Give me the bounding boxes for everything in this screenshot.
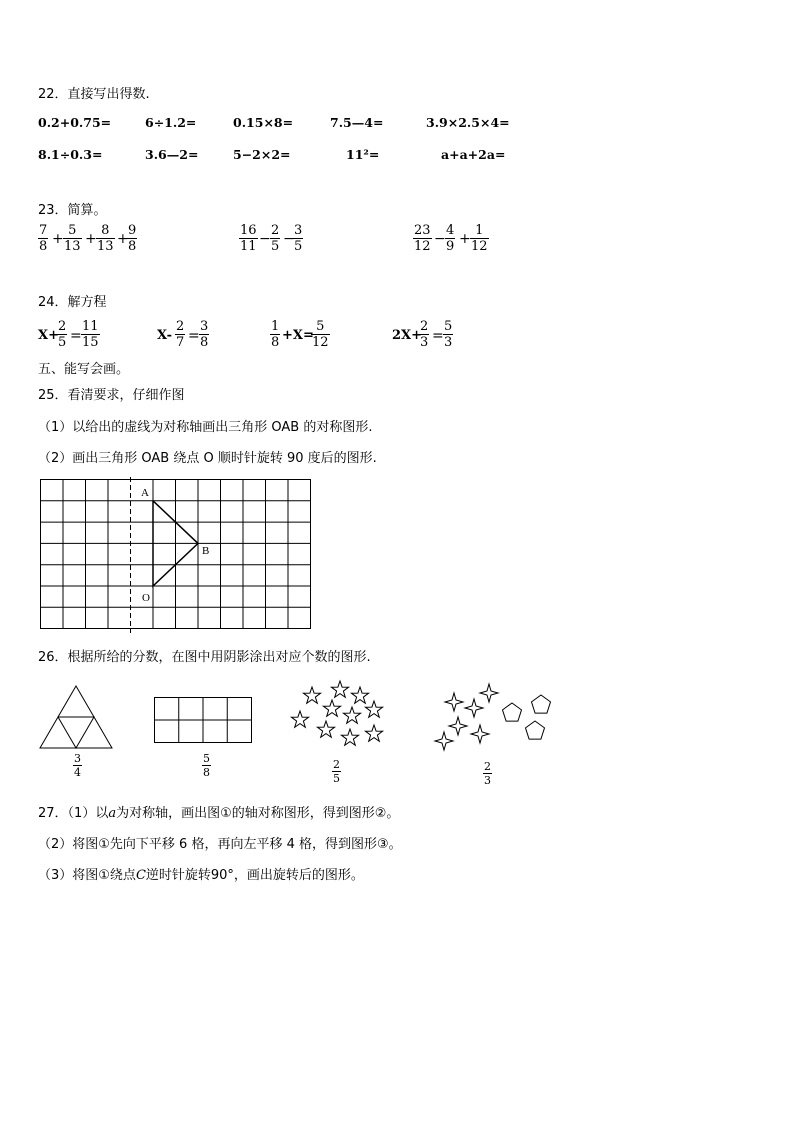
sparkle-icon (480, 684, 498, 702)
q23-e2-frac2: $\frac{2}{5}$ (271, 223, 280, 254)
star-icon (303, 687, 320, 703)
q23-e1-op3: + (117, 231, 129, 247)
q23-e3-frac1: $\frac{23}{12}$ (414, 223, 431, 254)
grid-lines (41, 477, 311, 633)
q24-eq3-frac2: $\frac{5}{12}$ (312, 319, 329, 350)
q22-heading: 22．直接写出得数. (38, 87, 150, 102)
star-icon (317, 721, 334, 737)
q26-frac2: $\frac{5}{8}$ (203, 752, 210, 779)
q22-r2-5: a+a+2a= (441, 147, 506, 162)
q23-e1-op2: + (85, 231, 97, 247)
pentagon-icon (532, 695, 551, 713)
q25-heading: 25．看清要求，仔细作图 (38, 388, 185, 403)
sparkle-icon (435, 732, 453, 750)
q24-eq1-frac1: $\frac{2}{5}$ (58, 319, 67, 350)
label-a: A (141, 487, 149, 499)
q22-r1-1: 0.2+0.75= (38, 115, 112, 130)
sparkles-pentagons-figure (432, 680, 556, 756)
label-o: O (142, 592, 150, 604)
q25-grid-figure (38, 477, 314, 633)
star-icon (351, 687, 368, 703)
star-icon (291, 711, 308, 727)
q23-e1-frac4: $\frac{9}{8}$ (128, 223, 137, 254)
q23-e1-op1: + (52, 231, 64, 247)
q24-eq3-mid: +X= (282, 328, 314, 343)
q26-frac3: $\frac{2}{5}$ (333, 758, 340, 785)
q23-e2-frac1: $\frac{16}{11}$ (240, 223, 257, 254)
q23-e3-op2: + (459, 231, 471, 247)
q24-eq2-frac2: $\frac{3}{8}$ (200, 319, 209, 350)
q23-e3-frac2: $\frac{4}{9}$ (446, 223, 455, 254)
q24-eq4-pre: 2X+ (392, 328, 423, 343)
q23-e2-op2: − (283, 231, 295, 247)
pentagon-icon (503, 703, 522, 721)
q23-e1-frac3: $\frac{8}{13}$ (97, 223, 114, 254)
q23-e1-frac1: $\frac{7}{8}$ (39, 223, 48, 254)
q23-e3-frac3: $\frac{1}{12}$ (471, 223, 488, 254)
q24-eq1-frac2: $\frac{11}{15}$ (82, 319, 99, 350)
star-icon (331, 681, 348, 697)
sparkle-icon (445, 693, 463, 711)
q22-r1-4: 7.5—4= (330, 115, 384, 130)
q27-item2: （2）将图①先向下平移 6 格，再向左平移 4 格，得到图形③。 (38, 837, 402, 852)
q24-eq4-frac1: $\frac{2}{3}$ (420, 319, 429, 350)
q24-eq1-mid: = (70, 328, 82, 344)
star-icon (365, 701, 382, 717)
sparkle-icon (471, 725, 489, 743)
q22-r1-3: 0.15×8= (233, 115, 294, 130)
q22-r1-5: 3.9×2.5×4= (426, 115, 510, 130)
q23-e2-op1: − (259, 231, 271, 247)
q23-e3-op1: − (434, 231, 446, 247)
q24-eq2-frac1: $\frac{2}{7}$ (176, 319, 185, 350)
q26-heading: 26．根据所给的分数，在图中用阴影涂出对应个数的图形. (38, 650, 371, 665)
q23-heading: 23．简算。 (38, 203, 107, 218)
q24-heading: 24．解方程 (38, 295, 107, 310)
triangle-subdivided-figure (38, 684, 114, 750)
q22-r2-3: 5−2×2= (233, 147, 291, 162)
q22-r2-2: 3.6—2= (145, 147, 199, 162)
star-icon (341, 729, 358, 745)
star-icon (343, 707, 360, 723)
star-icon (365, 725, 382, 741)
q26-frac1: $\frac{3}{4}$ (74, 752, 81, 779)
q22-r2-4: 11²= (346, 147, 380, 162)
q22-r2-1: 8.1÷0.3= (38, 147, 103, 162)
q24-eq1-pre: X+ (38, 328, 59, 343)
q24-eq4-frac2: $\frac{5}{3}$ (444, 319, 453, 350)
q27-item1: 27．（1）以a为对称轴，画出图①的轴对称图形，得到图形②。 (38, 806, 400, 821)
rectangle-grid-figure (153, 696, 253, 744)
q26-frac4: $\frac{2}{3}$ (484, 760, 491, 787)
q23-e1-frac2: $\frac{5}{13}$ (64, 223, 81, 254)
sparkle-icon (465, 699, 483, 717)
star-icon (323, 700, 340, 716)
q24-eq4-mid: = (432, 328, 444, 344)
q23-e2-frac3: $\frac{3}{5}$ (294, 223, 303, 254)
q25-item2: （2）画出三角形 OAB 绕点 O 顺时针旋转 90 度后的图形. (38, 451, 377, 466)
section5-heading: 五、能写会画。 (38, 362, 130, 377)
q24-eq2-pre: X- (157, 328, 173, 343)
stars-group-figure (288, 676, 388, 756)
q24-eq3-frac1: $\frac{1}{8}$ (271, 319, 280, 350)
q27-item3: （3）将图①绕点C逆时针旋转90°，画出旋转后的图形。 (38, 868, 364, 883)
pentagon-icon (526, 721, 545, 739)
sparkle-icon (449, 717, 467, 735)
q25-item1: （1）以给出的虚线为对称轴画出三角形 OAB 的对称图形. (38, 420, 373, 435)
q22-r1-2: 6÷1.2= (145, 115, 197, 130)
label-b: B (202, 545, 210, 557)
q24-eq2-mid: = (188, 328, 200, 344)
